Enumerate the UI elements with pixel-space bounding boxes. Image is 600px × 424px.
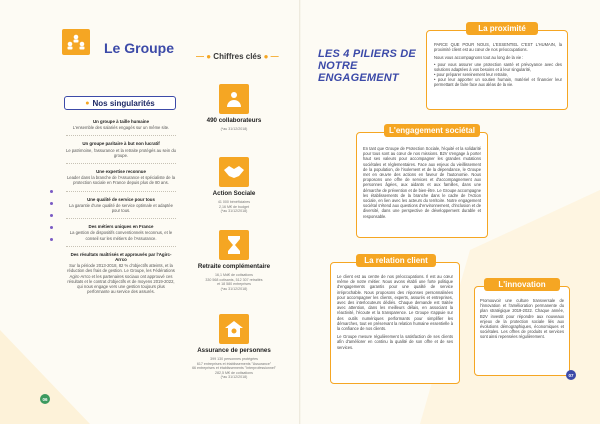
relation-tag: La relation client: [356, 254, 436, 267]
proximite-bullet: • pour préparer sereinement leur retraite,: [434, 72, 562, 77]
singularity-text: La garantie d'une qualité de service optimale et adaptée pour tous.: [69, 202, 173, 214]
singularity-text: L'ensemble des salariés engagés sur un même site.: [72, 125, 170, 131]
page-title: Le Groupe: [104, 40, 175, 56]
page-gutter: [299, 0, 301, 424]
dash-icon: — ●: [196, 52, 212, 61]
innovation-tag: L'innovation: [484, 278, 560, 291]
proximite-text: [434, 42, 562, 88]
key-figure-card: [180, 230, 288, 291]
singularity-title: Un groupe à taille humaine: [92, 119, 150, 124]
house-shield-icon: [219, 314, 249, 344]
key-figure-label: Retraite complémentaire: [197, 263, 271, 270]
singularity-title: Des métiers uniques en France: [88, 224, 154, 230]
relation-paragraph: Le Groupe mesure régulièrement la satisfaction de ses clients afin d'améliorer en continu la qualité de son offre et de ses services.: [337, 334, 453, 350]
singularity-item: [66, 164, 176, 192]
hourglass-icon: [219, 230, 249, 260]
key-figures-title: Chiffres clés: [213, 52, 262, 61]
singularity-item: [66, 219, 176, 247]
proximite-lead: PARCE QUE POUR NOUS, L'ESSENTIEL C'EST L'HUMAIN, la proximité client est au cœur de nos préoccupations.: [434, 42, 562, 53]
singularity-item: [66, 192, 176, 220]
key-figure-label: 490 collaborateurs: [206, 117, 262, 124]
decorative-dots: [50, 190, 53, 241]
proximite-tag: La proximité: [466, 22, 538, 35]
proximite-intro: Nous vous accompagnons tout au long de la vie :: [434, 55, 524, 61]
singularity-text: Leader dans la branche de l'Assurance et spécialiste de la protection sociale en France depuis plus de 80 ans.: [66, 175, 176, 186]
dash-icon: ● —: [263, 52, 279, 61]
singularity-title: Un groupe paritaire à but non lucratif: [82, 141, 160, 147]
key-figure-card: [184, 157, 284, 214]
proximite-bullet: • pour leur apporter un soutien humain, matériel et financier leur permettant de faire face aux aléas de la vie.: [434, 77, 562, 87]
singularity-item: [66, 114, 176, 136]
singularities-title: Nos singularités: [92, 98, 155, 108]
singularity-item: [66, 136, 176, 164]
relation-text: [337, 274, 453, 382]
relation-paragraph: Le client est au centre de nos préoccupations. Il est au cœur même de notre métier. Nous avons établi une forte politique d'engagements garantis pour une qualité de service irréprochable. Nous proposons des réponses personnalisées pour accompagner les clients, experts, assurés et entreprises, avec des interlocuteurs dédiés. Chaque demande est traitée avec attention, dans les meilleurs délais, en associant la réactivité, l'écoute et la transparence. Le Groupe s'appuie sur des outils numériques performants pour simplifier les démarches, tout en préservant la relation humaine essentielle à la confiance de nos clients.: [337, 274, 453, 332]
proximite-bullets: [434, 62, 562, 88]
key-figure-card: [176, 314, 292, 380]
key-figure-card: [184, 84, 284, 132]
singularities-list: [66, 114, 176, 299]
singularities-heading: [64, 96, 176, 110]
singularity-text: Sur la période 2013-2018, 82 % d'objectifs atteints, et la réduction des frais de gestion. Le Groupe, les Fédérations Agirc-Arrco et les partenaires sociaux ont approuvé ces résultats et le contrat d'objectifs et de moyens 2019-2022, qui nous engage vers une gestion toujours plus performante au service des assurés.: [67, 263, 175, 295]
pillars-title: LES 4 PILIERS DE NOTRE ENGAGEMENT: [318, 48, 416, 84]
singularity-title: Une expertise reconnue: [96, 169, 146, 175]
societal-tag: L'engagement sociétal: [384, 124, 480, 137]
key-figure-label: Action Sociale: [212, 190, 256, 197]
proximite-bullet: • pour vous assurer une protection santé et prévoyance avec des solutions adaptées à vos besoins et à leur singularité,: [434, 62, 562, 72]
innovation-text: Promouvoir une culture transversale de l'innovation et l'amélioration permanente du plan stratégique 2019-2022. Chaque année, B2V investit pour répondre aux nouveaux enjeux de la protection sociale liés aux évolutions démographiques, économiques et sociétales. Les offres de produits et services sont ainsi repensées régulièrement.: [480, 298, 564, 340]
singularity-text: La gestion de dispositifs conventionnels reconnus, et le conseil sur les métiers de l'Assurance.: [69, 230, 173, 241]
handshake-icon: [219, 157, 249, 187]
singularity-title: Une qualité de service pour tous: [87, 196, 155, 202]
key-figure-label: Assurance de personnes: [197, 347, 271, 354]
page-number-left: 06: [40, 394, 50, 404]
key-figures-heading: [196, 52, 279, 61]
key-figure-sub: 16,1 Md€ de cotisations 330 568 cotisants, 512 307 retraités et 18 580 entreprises (*au 31/12/2018): [205, 273, 263, 291]
group-logo-icon: [62, 29, 90, 55]
key-figure-sub: 41 000 bénéficiaires 2,16 M€ de budget (*au 31/12/2018): [217, 200, 251, 213]
people-icon: [219, 84, 249, 114]
page-number-right: 07: [566, 370, 576, 380]
key-figure-sub: (*au 31/12/2018): [220, 127, 248, 131]
singularity-title: Des résultats maîtrisés et approuvés par l'Agirc-Arrco: [70, 251, 172, 263]
key-figure-sub: 399 130 personnes protégées 617 entreprises et établissements "Assurance" 66 entreprises et établissements "Interprofessionnel" 282,5 M€ de cotisations (*au 31/12/2018): [192, 357, 276, 379]
singularity-text: Le patrimoine, l'assurance et la retraite protégés au sein du groupe.: [66, 147, 176, 158]
singularity-item: [66, 247, 176, 300]
bullet-dot-icon: ●: [85, 99, 90, 107]
societal-text: En tant que Groupe de Protection Sociale, l'équité et la solidarité pour tous sont au cœur de nos missions. B2V s'engage à porter haut ses valeurs pour accompagner les grandes mutations sociétales et réglementaires. Face aux enjeux du vieillissement de la population, de l'isolement et de la dépendance, le Groupe met en œuvre des actions en faveur de l'autonomie. Nous proposons une offre de services et d'accompagnement aux personnes âgées, aux aidants et aux familles, dans une démarche de prévention et de bien-être. Le Groupe accompagne les établissements de la branche dans le cadre de l'Action sociale, en lien avec les acteurs du territoire. Notre engagement sociétal s'étend aux questions d'environnement, d'inclusion et de diversité, dans une perspective de développement durable et responsable.: [363, 146, 481, 219]
